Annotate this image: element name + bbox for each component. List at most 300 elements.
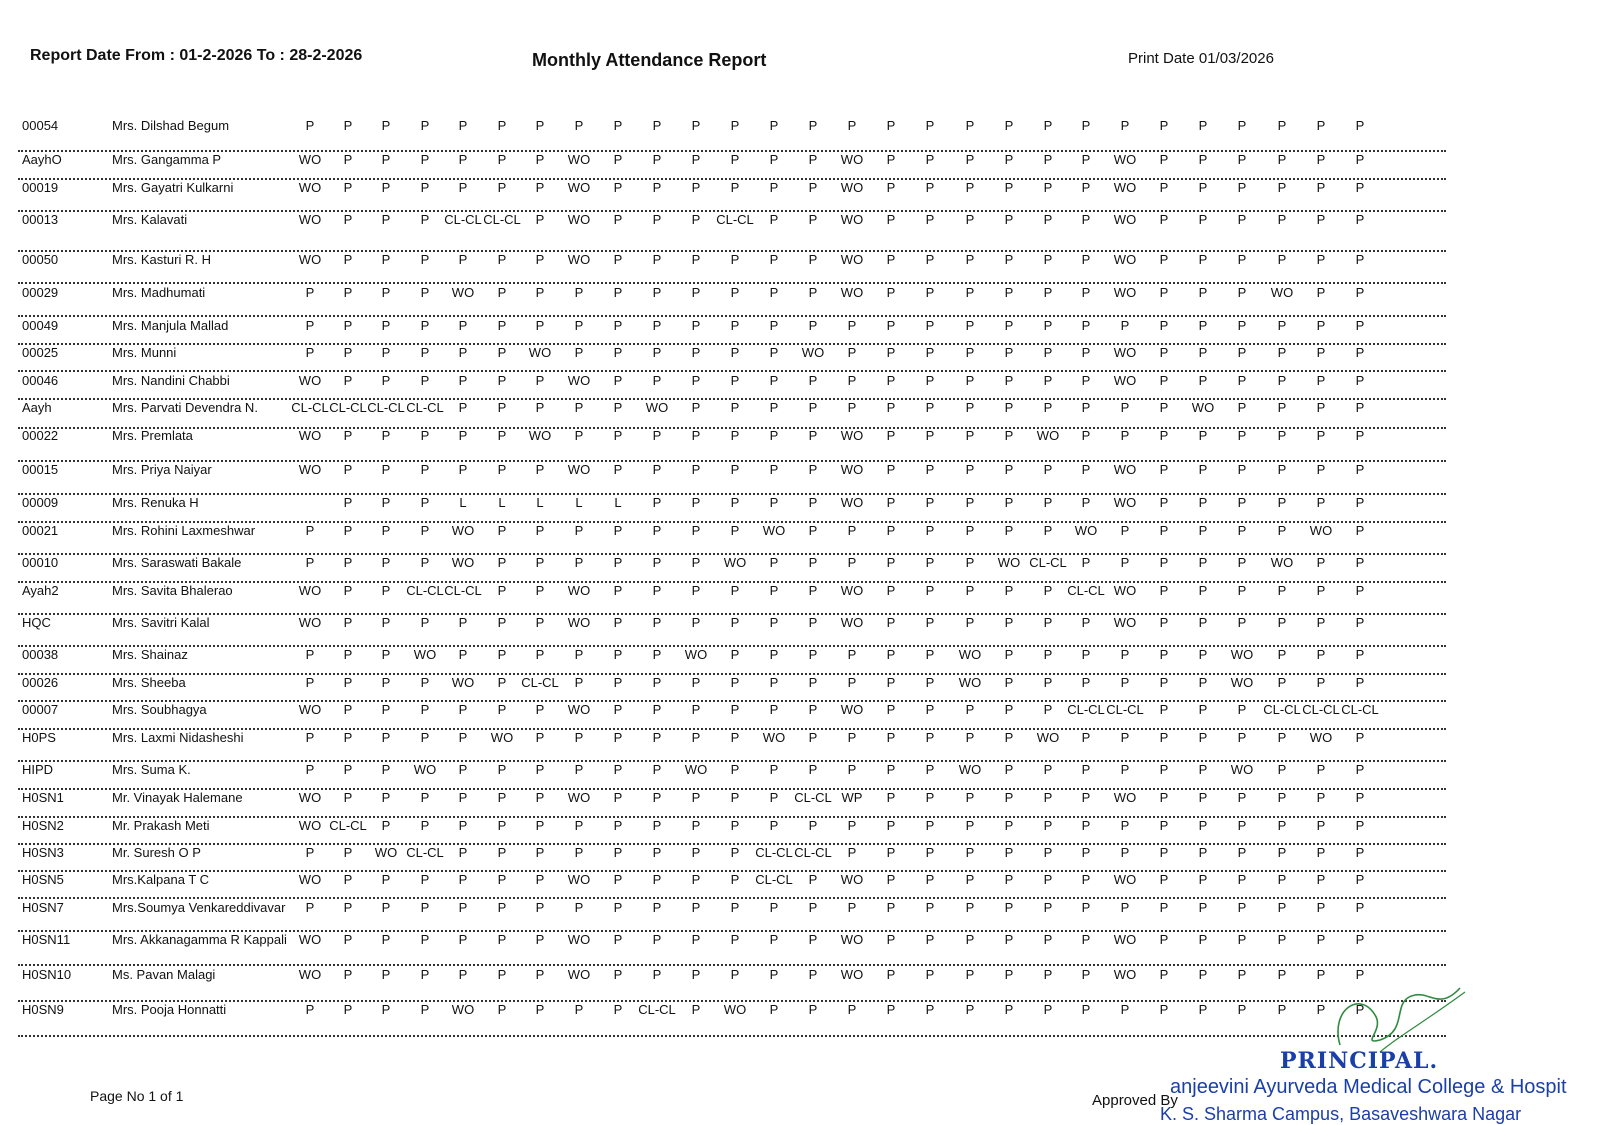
attendance-mark: P xyxy=(535,762,545,777)
employee-code: H0SN1 xyxy=(22,790,64,805)
attendance-mark: CL-CL xyxy=(444,212,482,227)
attendance-mark: P xyxy=(381,675,391,690)
attendance-mark: P xyxy=(1004,180,1014,195)
attendance-mark: P xyxy=(1004,495,1014,510)
attendance-mark: WO xyxy=(723,555,747,570)
attendance-mark: P xyxy=(808,702,818,717)
attendance-mark: P xyxy=(497,555,507,570)
page-number: Page No 1 of 1 xyxy=(90,1088,184,1104)
attendance-mark: P xyxy=(1316,872,1326,887)
seal-college: anjeevini Ayurveda Medical College & Hospit xyxy=(1170,1076,1567,1098)
attendance-mark: P xyxy=(769,932,779,947)
attendance-mark: P xyxy=(613,152,623,167)
attendance-mark: P xyxy=(535,373,545,388)
attendance-mark: WO xyxy=(840,495,864,510)
attendance-mark: P xyxy=(305,345,315,360)
attendance-mark: CL-CL xyxy=(755,845,793,860)
attendance-mark: P xyxy=(691,152,701,167)
attendance-mark: P xyxy=(381,523,391,538)
attendance-mark: P xyxy=(1277,730,1287,745)
attendance-mark: P xyxy=(1355,730,1365,745)
attendance-mark: P xyxy=(691,675,701,690)
attendance-mark: P xyxy=(730,900,740,915)
attendance-mark: P xyxy=(1198,285,1208,300)
attendance-mark: CL-CL xyxy=(1067,583,1105,598)
attendance-mark: P xyxy=(769,702,779,717)
attendance-mark: P xyxy=(1004,345,1014,360)
attendance-mark: CL-CL xyxy=(329,818,367,833)
attendance-mark: P xyxy=(730,818,740,833)
employee-code: 00050 xyxy=(22,252,59,267)
attendance-mark: P xyxy=(1277,428,1287,443)
attendance-mark: P xyxy=(535,647,545,662)
attendance-mark: P xyxy=(730,647,740,662)
employee-code: H0SN5 xyxy=(22,872,64,887)
attendance-mark: P xyxy=(574,730,584,745)
attendance-mark: P xyxy=(1043,702,1053,717)
attendance-mark: P xyxy=(925,318,935,333)
attendance-mark: P xyxy=(691,285,701,300)
attendance-mark: WO xyxy=(801,345,825,360)
attendance-mark: P xyxy=(1198,845,1208,860)
attendance-mark: P xyxy=(730,252,740,267)
attendance-mark: P xyxy=(1355,967,1365,982)
table-row xyxy=(18,615,1446,647)
attendance-mark: P xyxy=(652,615,662,630)
attendance-mark: P xyxy=(1277,180,1287,195)
attendance-mark: P xyxy=(535,180,545,195)
attendance-mark: WO xyxy=(567,872,591,887)
attendance-mark: P xyxy=(1081,118,1091,133)
attendance-mark: P xyxy=(925,702,935,717)
attendance-mark: P xyxy=(769,495,779,510)
attendance-mark: P xyxy=(769,345,779,360)
attendance-mark: P xyxy=(808,555,818,570)
attendance-mark: P xyxy=(1316,932,1326,947)
attendance-mark: P xyxy=(886,252,896,267)
attendance-mark: P xyxy=(1277,373,1287,388)
attendance-mark: P xyxy=(1043,845,1053,860)
attendance-mark: WO xyxy=(1113,615,1137,630)
attendance-mark: P xyxy=(1159,790,1169,805)
attendance-mark: P xyxy=(613,932,623,947)
attendance-mark: P xyxy=(652,845,662,860)
employee-name: Mr. Prakash Meti xyxy=(112,818,210,833)
attendance-mark: P xyxy=(1004,523,1014,538)
attendance-mark: P xyxy=(1355,615,1365,630)
attendance-mark: WO xyxy=(298,428,322,443)
attendance-mark: L xyxy=(575,495,583,510)
attendance-mark: P xyxy=(847,762,857,777)
attendance-mark: P xyxy=(769,462,779,477)
attendance-mark: P xyxy=(458,615,468,630)
attendance-mark: P xyxy=(691,252,701,267)
attendance-mark: P xyxy=(535,555,545,570)
attendance-mark: P xyxy=(1004,872,1014,887)
attendance-mark: P xyxy=(691,583,701,598)
attendance-mark: P xyxy=(1277,818,1287,833)
attendance-mark: P xyxy=(497,400,507,415)
employee-code: 00009 xyxy=(22,495,59,510)
attendance-mark: P xyxy=(1043,583,1053,598)
attendance-mark: P xyxy=(730,967,740,982)
attendance-mark: P xyxy=(1043,118,1053,133)
attendance-mark: P xyxy=(1004,1002,1014,1017)
attendance-mark: P xyxy=(652,118,662,133)
attendance-mark: P xyxy=(535,152,545,167)
table-row xyxy=(18,373,1446,400)
attendance-mark: P xyxy=(1277,900,1287,915)
attendance-mark: WO xyxy=(1113,285,1137,300)
attendance-mark: P xyxy=(808,318,818,333)
attendance-mark: P xyxy=(925,252,935,267)
attendance-mark: WO xyxy=(528,428,552,443)
attendance-mark: WO xyxy=(374,845,398,860)
attendance-mark: CL-CL xyxy=(406,583,444,598)
attendance-mark: P xyxy=(497,118,507,133)
attendance-mark: P xyxy=(691,730,701,745)
attendance-mark: P xyxy=(808,583,818,598)
attendance-mark: WO xyxy=(1113,373,1137,388)
attendance-mark: WO xyxy=(762,730,786,745)
attendance-mark: P xyxy=(458,872,468,887)
attendance-mark: P xyxy=(730,730,740,745)
attendance-mark: P xyxy=(769,373,779,388)
attendance-mark: P xyxy=(535,252,545,267)
attendance-mark: P xyxy=(1316,462,1326,477)
attendance-mark: P xyxy=(965,212,975,227)
attendance-mark: P xyxy=(965,428,975,443)
attendance-mark: P xyxy=(1277,647,1287,662)
attendance-mark: P xyxy=(691,318,701,333)
attendance-mark: P xyxy=(420,462,430,477)
attendance-mark: P xyxy=(305,555,315,570)
attendance-mark: P xyxy=(925,615,935,630)
attendance-mark: WO xyxy=(451,285,475,300)
attendance-mark: P xyxy=(1316,818,1326,833)
attendance-mark: P xyxy=(1159,845,1169,860)
attendance-mark: P xyxy=(1316,762,1326,777)
attendance-mark: P xyxy=(769,318,779,333)
attendance-mark: P xyxy=(613,428,623,443)
attendance-mark: P xyxy=(886,118,896,133)
attendance-mark: WO xyxy=(567,462,591,477)
attendance-mark: P xyxy=(1237,872,1247,887)
attendance-mark: P xyxy=(1198,212,1208,227)
attendance-mark: P xyxy=(769,180,779,195)
attendance-mark: P xyxy=(1237,462,1247,477)
attendance-mark: P xyxy=(1316,900,1326,915)
attendance-mark: P xyxy=(613,400,623,415)
attendance-mark: P xyxy=(1043,967,1053,982)
attendance-mark: P xyxy=(652,212,662,227)
attendance-mark: P xyxy=(420,495,430,510)
attendance-mark: P xyxy=(1277,932,1287,947)
attendance-mark: P xyxy=(613,373,623,388)
attendance-mark: P xyxy=(343,180,353,195)
attendance-mark: P xyxy=(847,345,857,360)
attendance-mark: CL-CL xyxy=(794,790,832,805)
attendance-mark: CL-CL xyxy=(794,845,832,860)
attendance-mark: P xyxy=(1081,555,1091,570)
attendance-mark: P xyxy=(381,900,391,915)
attendance-mark: P xyxy=(808,495,818,510)
table-row xyxy=(18,583,1446,615)
attendance-mark: P xyxy=(381,462,391,477)
attendance-mark: P xyxy=(925,555,935,570)
attendance-mark: P xyxy=(1004,818,1014,833)
attendance-mark: WO xyxy=(298,252,322,267)
attendance-mark: P xyxy=(535,790,545,805)
attendance-mark: P xyxy=(965,400,975,415)
attendance-mark: P xyxy=(691,523,701,538)
attendance-mark: P xyxy=(965,180,975,195)
attendance-mark: P xyxy=(343,967,353,982)
attendance-mark: P xyxy=(1081,462,1091,477)
attendance-mark: P xyxy=(497,252,507,267)
attendance-mark: P xyxy=(886,730,896,745)
attendance-mark: WP xyxy=(841,790,863,805)
attendance-mark: P xyxy=(1159,118,1169,133)
attendance-mark: P xyxy=(1355,373,1365,388)
attendance-mark: P xyxy=(535,212,545,227)
attendance-mark: WO xyxy=(645,400,669,415)
employee-name: Mrs. Akkanagamma R Kappali xyxy=(112,932,287,947)
attendance-mark: P xyxy=(1198,583,1208,598)
attendance-mark: P xyxy=(847,845,857,860)
employee-name: Mrs. Saraswati Bakale xyxy=(112,555,242,570)
attendance-mark: P xyxy=(965,900,975,915)
attendance-mark: P xyxy=(730,523,740,538)
attendance-mark: P xyxy=(343,702,353,717)
employee-code: H0SN11 xyxy=(22,932,71,947)
attendance-mark: P xyxy=(886,702,896,717)
attendance-mark: WO xyxy=(997,555,1021,570)
attendance-mark: WO xyxy=(567,373,591,388)
attendance-mark: P xyxy=(497,345,507,360)
attendance-mark: WO xyxy=(298,818,322,833)
attendance-mark: P xyxy=(847,118,857,133)
employee-code: HQC xyxy=(22,615,51,630)
attendance-mark: P xyxy=(1316,428,1326,443)
attendance-mark: P xyxy=(1043,152,1053,167)
attendance-mark: WO xyxy=(298,702,322,717)
attendance-mark: P xyxy=(497,647,507,662)
attendance-mark: P xyxy=(1355,523,1365,538)
attendance-mark: P xyxy=(652,495,662,510)
attendance-mark: P xyxy=(769,428,779,443)
attendance-mark: P xyxy=(1277,252,1287,267)
attendance-mark: P xyxy=(1277,462,1287,477)
attendance-mark: P xyxy=(458,702,468,717)
attendance-mark: P xyxy=(305,900,315,915)
attendance-mark: P xyxy=(652,818,662,833)
attendance-mark: P xyxy=(925,373,935,388)
attendance-mark: P xyxy=(769,615,779,630)
attendance-mark: P xyxy=(420,555,430,570)
employee-name: Mrs. Munni xyxy=(112,345,177,360)
employee-code: 00054 xyxy=(22,118,59,133)
attendance-mark: P xyxy=(574,523,584,538)
attendance-mark: WO xyxy=(840,702,864,717)
attendance-mark: P xyxy=(1316,675,1326,690)
attendance-mark: WO xyxy=(567,790,591,805)
attendance-mark: P xyxy=(1237,555,1247,570)
attendance-mark: P xyxy=(1355,252,1365,267)
attendance-mark: P xyxy=(1120,818,1130,833)
attendance-mark: P xyxy=(1004,152,1014,167)
attendance-mark: P xyxy=(652,345,662,360)
attendance-mark: P xyxy=(1081,647,1091,662)
attendance-mark: P xyxy=(886,152,896,167)
attendance-mark: WO xyxy=(451,1002,475,1017)
attendance-mark: P xyxy=(613,762,623,777)
attendance-mark: P xyxy=(1081,818,1091,833)
attendance-mark: WO xyxy=(1113,345,1137,360)
attendance-mark: P xyxy=(965,1002,975,1017)
attendance-mark: P xyxy=(1355,285,1365,300)
attendance-mark: P xyxy=(1159,583,1169,598)
attendance-mark: P xyxy=(886,872,896,887)
attendance-mark: P xyxy=(730,373,740,388)
attendance-mark: P xyxy=(574,818,584,833)
attendance-mark: P xyxy=(343,462,353,477)
attendance-mark: P xyxy=(1355,428,1365,443)
attendance-mark: P xyxy=(1198,152,1208,167)
attendance-mark: P xyxy=(574,285,584,300)
attendance-mark: P xyxy=(1081,495,1091,510)
attendance-mark: P xyxy=(497,180,507,195)
employee-code: 00038 xyxy=(22,647,59,662)
employee-name: Mrs. Kasturi R. H xyxy=(112,252,211,267)
attendance-mark: P xyxy=(1198,180,1208,195)
attendance-mark: L xyxy=(498,495,506,510)
attendance-mark: WO xyxy=(451,675,475,690)
attendance-mark: WO xyxy=(840,583,864,598)
attendance-mark: P xyxy=(1237,615,1247,630)
attendance-mark: P xyxy=(1159,555,1169,570)
attendance-mark: P xyxy=(925,872,935,887)
attendance-mark: WO xyxy=(1230,762,1254,777)
attendance-mark: P xyxy=(458,318,468,333)
attendance-mark: P xyxy=(1277,212,1287,227)
attendance-mark: P xyxy=(1277,615,1287,630)
attendance-mark: P xyxy=(808,212,818,227)
attendance-mark: P xyxy=(458,345,468,360)
table-row xyxy=(18,428,1446,462)
attendance-mark: CL-CL xyxy=(367,400,405,415)
attendance-mark: WO xyxy=(684,762,708,777)
attendance-mark: P xyxy=(925,212,935,227)
attendance-mark: P xyxy=(1198,647,1208,662)
attendance-mark: P xyxy=(1355,152,1365,167)
employee-code: H0SN10 xyxy=(22,967,72,982)
attendance-mark: P xyxy=(652,790,662,805)
employee-name: Mrs. Nandini Chabbi xyxy=(112,373,230,388)
attendance-mark: P xyxy=(1159,730,1169,745)
attendance-mark: P xyxy=(420,373,430,388)
attendance-mark: P xyxy=(1277,118,1287,133)
attendance-mark: P xyxy=(730,583,740,598)
attendance-mark: P xyxy=(1198,730,1208,745)
attendance-mark: P xyxy=(343,845,353,860)
attendance-mark: P xyxy=(420,212,430,227)
attendance-mark: P xyxy=(1237,1002,1247,1017)
attendance-mark: P xyxy=(613,900,623,915)
attendance-mark: P xyxy=(458,152,468,167)
attendance-mark: P xyxy=(769,212,779,227)
attendance-mark: WO xyxy=(1113,967,1137,982)
attendance-mark: P xyxy=(730,495,740,510)
report-header xyxy=(0,0,1600,100)
attendance-mark: P xyxy=(458,118,468,133)
attendance-mark: P xyxy=(925,523,935,538)
table-row xyxy=(18,730,1446,762)
attendance-mark: P xyxy=(965,345,975,360)
attendance-mark: P xyxy=(574,345,584,360)
attendance-mark: P xyxy=(1120,900,1130,915)
attendance-mark: P xyxy=(1355,675,1365,690)
principal-seal xyxy=(1140,1040,1600,1124)
attendance-mark: P xyxy=(1237,318,1247,333)
attendance-mark: P xyxy=(613,845,623,860)
attendance-mark: WO xyxy=(762,523,786,538)
attendance-mark: P xyxy=(1120,730,1130,745)
attendance-mark: P xyxy=(1081,318,1091,333)
attendance-mark: P xyxy=(730,285,740,300)
attendance-mark: P xyxy=(652,702,662,717)
attendance-mark: P xyxy=(925,932,935,947)
attendance-mark: P xyxy=(730,932,740,947)
attendance-mark: P xyxy=(965,583,975,598)
employee-name: Mrs. Premlata xyxy=(112,428,193,443)
attendance-mark: P xyxy=(808,730,818,745)
attendance-mark: P xyxy=(1081,373,1091,388)
attendance-mark: P xyxy=(497,318,507,333)
attendance-mark: P xyxy=(1120,845,1130,860)
attendance-mark: P xyxy=(381,1002,391,1017)
attendance-mark: P xyxy=(847,555,857,570)
attendance-mark: WO xyxy=(958,647,982,662)
attendance-mark: WO xyxy=(567,212,591,227)
attendance-mark: P xyxy=(305,647,315,662)
attendance-mark: P xyxy=(808,428,818,443)
table-row xyxy=(18,462,1446,495)
attendance-mark: P xyxy=(381,212,391,227)
attendance-mark: P xyxy=(925,400,935,415)
attendance-mark: P xyxy=(1159,212,1169,227)
attendance-mark: P xyxy=(847,400,857,415)
attendance-mark: P xyxy=(1237,345,1247,360)
attendance-mark: P xyxy=(613,702,623,717)
attendance-mark: WO xyxy=(413,762,437,777)
attendance-mark: P xyxy=(886,400,896,415)
attendance-mark: P xyxy=(1198,373,1208,388)
attendance-mark: P xyxy=(769,400,779,415)
attendance-mark: P xyxy=(1316,845,1326,860)
attendance-mark: P xyxy=(1004,762,1014,777)
attendance-mark: P xyxy=(808,818,818,833)
attendance-mark: P xyxy=(458,400,468,415)
attendance-mark: P xyxy=(1081,730,1091,745)
attendance-mark: P xyxy=(1081,762,1091,777)
attendance-mark: P xyxy=(343,900,353,915)
attendance-mark: P xyxy=(1159,762,1169,777)
attendance-mark: WO xyxy=(567,152,591,167)
attendance-mark: P xyxy=(1237,523,1247,538)
attendance-mark: P xyxy=(613,345,623,360)
attendance-mark: P xyxy=(497,845,507,860)
